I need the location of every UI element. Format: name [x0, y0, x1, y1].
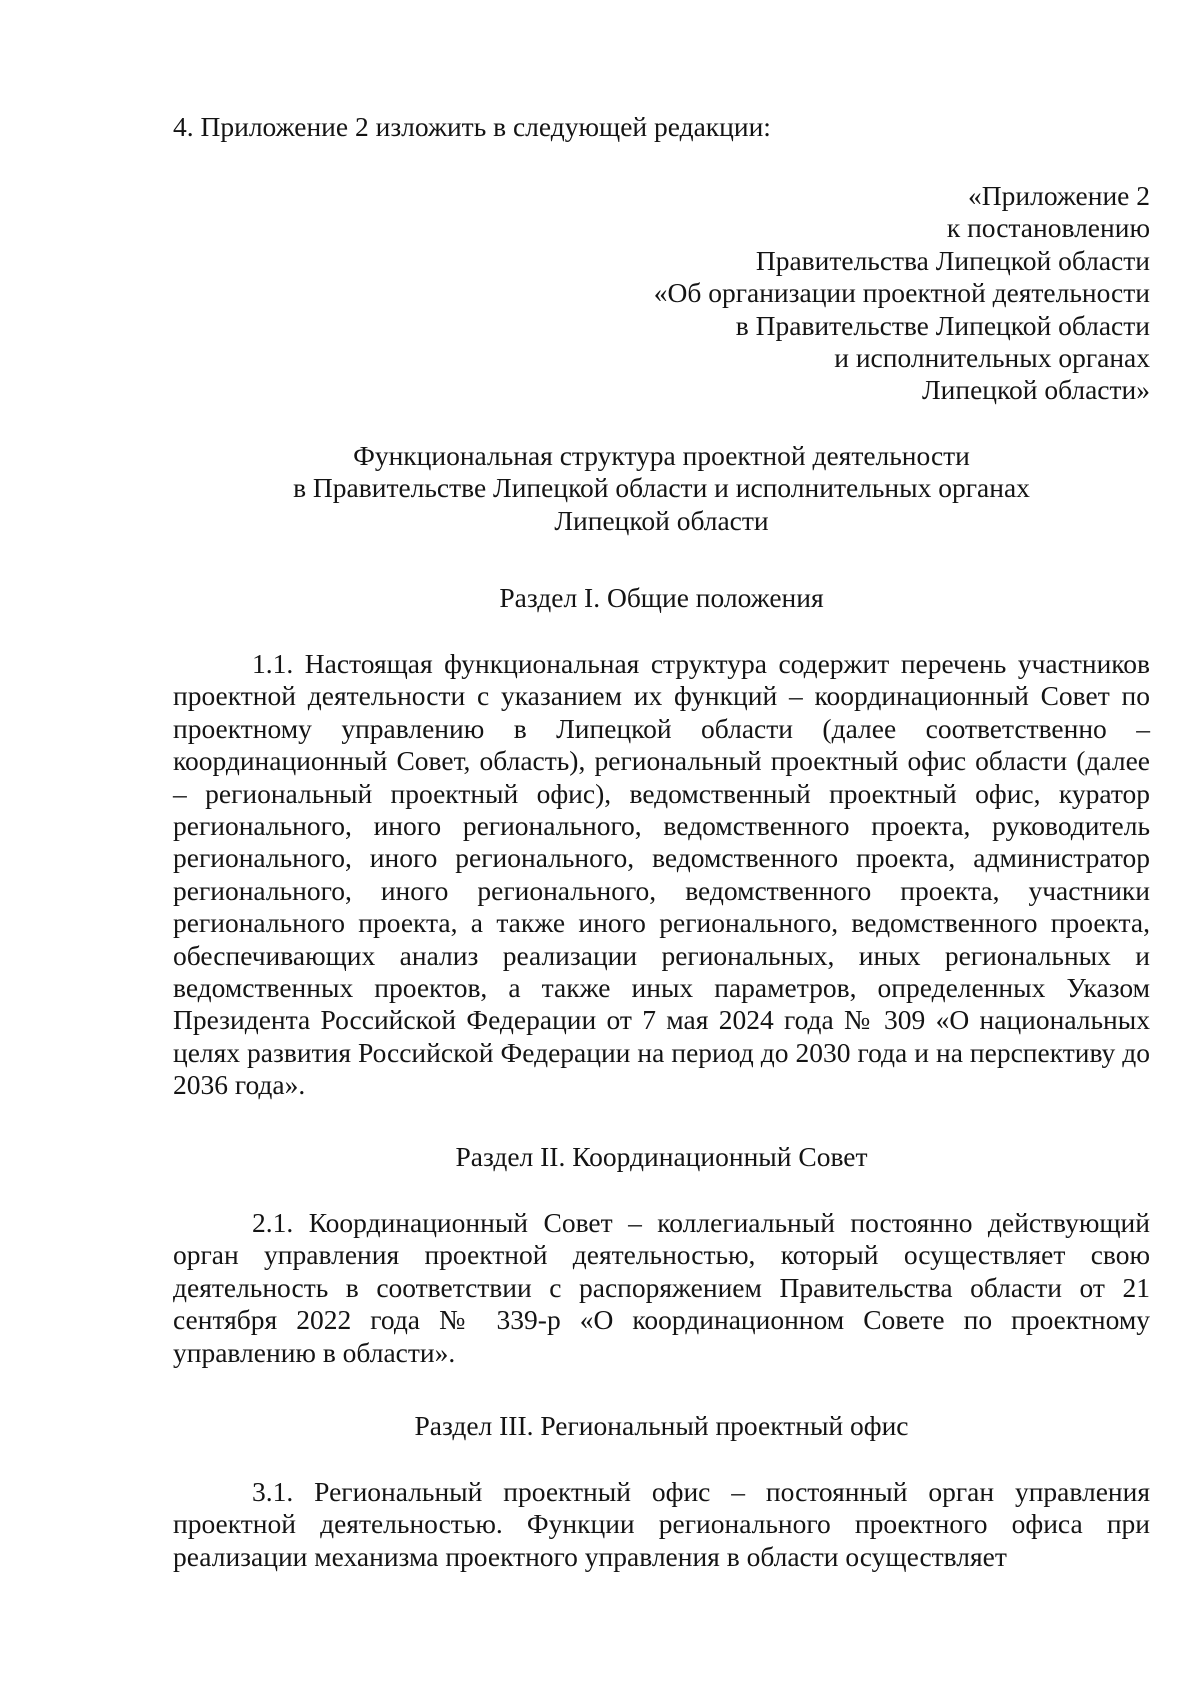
document-title-line: Липецкой области — [554, 504, 769, 536]
appendix-header-line: и исполнительных органах — [834, 342, 1150, 374]
appendix-header-line: в Правительстве Липецкой области — [735, 309, 1150, 341]
section-heading-2: Раздел II. Координационный Совет — [455, 1141, 868, 1172]
appendix-header-line: «Об организации проектной деятельности — [653, 277, 1150, 309]
appendix-header — [173, 180, 1150, 407]
document-title-line: в Правительстве Липецкой области и исполнительных органах — [293, 472, 1030, 504]
section-heading-1: Раздел I. Общие положения — [499, 582, 824, 613]
section-heading-3: Раздел III. Региональный проектный офис — [414, 1410, 909, 1441]
appendix-header-line: «Приложение 2 — [968, 180, 1150, 211]
document-title-line: Функциональная структура проектной деятельности — [353, 440, 970, 471]
section-paragraph-1-1: 1.1. Настоящая функциональная структура содержит перечень участников проектной деятельности с указанием их функций – координационный Совет по проектному управлению в Липецкой области (далее соответственно – координационный Совет, область), региональный проектный офис области (далее – региональный проектный офис), ведомственный проектный офис, куратор регионального, иного регионального, ведомственного проекта, руководитель регионального, иного регионального, ведомственного проекта, администратор регионального, иного регионального, ведомственного проекта, участники регионального проекта, а также иного регионального, ведомственного проекта, обеспечивающих анализ реализации региональных, иных региональных и ведомственных проектов, а также иных параметров, определенных Указом Президента Российской Федерации от 7 мая 2024 года № 309 «О национальных целях развития Российской Федерации на период до 2030 года и на перспективу до 2036 года». — [173, 648, 1150, 1101]
appendix-header-line: к постановлению — [946, 212, 1150, 244]
section-paragraph-2-1: 2.1. Координационный Совет – коллегиальный постоянно действующий орган управления проектной деятельностью, который осуществляет свою деятельность в соответствии с распоряжением Правительства области от 21 сентября 2022 года № 339-р «О координационном Совете по проектному управлению в области». — [173, 1207, 1150, 1368]
appendix-header-line: Липецкой области» — [922, 374, 1150, 406]
appendix-header-line: Правительства Липецкой области — [755, 244, 1150, 276]
section-paragraph-3-1: 3.1. Региональный проектный офис – постоянный орган управления проектной деятельностью. Функции регионального проектного офиса при реализации механизма проектного управления в области осуществляет — [173, 1476, 1150, 1572]
amendment-instruction: 4. Приложение 2 изложить в следующей редакции: — [173, 111, 771, 142]
document-title — [173, 440, 1150, 537]
